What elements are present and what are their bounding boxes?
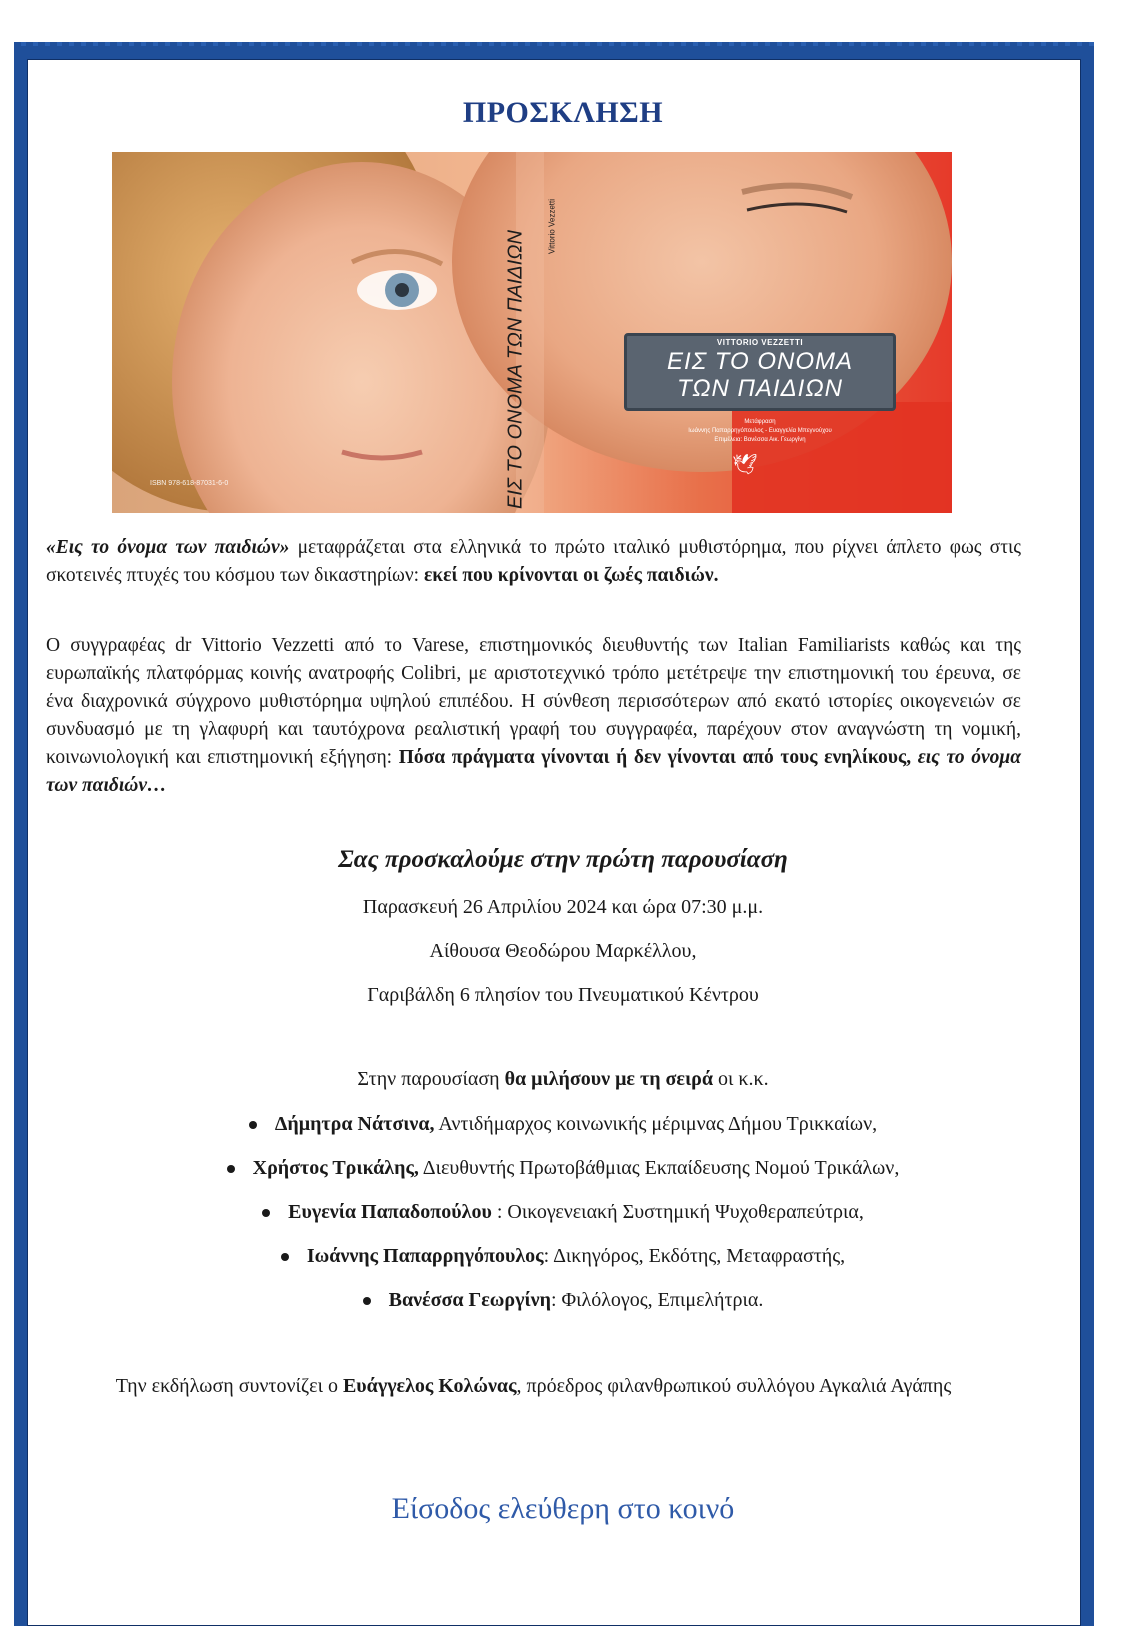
event-hall: Αίθουσα Θεοδώρου Μαρκέλλου, xyxy=(429,940,697,962)
book-cover-image xyxy=(112,152,952,513)
spine-title: ΕΙΣ ΤΟ ΟΝΟΜΑ ΤΩΝ ΠΑΙΔΙΩΝ xyxy=(504,230,527,509)
cover-author: VITTORIO VEZZETTI xyxy=(716,338,804,347)
speaker-item xyxy=(0,1201,1126,1224)
cover-title-label xyxy=(624,333,896,411)
bullet-icon xyxy=(363,1297,371,1305)
speaker-role: : Φιλόλογος, Επιμελήτρια. xyxy=(550,1289,764,1311)
coordinator-before: Την εκδήλωση συντονίζει ο xyxy=(115,1375,343,1397)
book-title-italic: «Εις το όνομα των παιδιών» xyxy=(46,537,290,558)
speakers-intro-before: Στην παρουσίαση xyxy=(357,1068,505,1090)
bullet-icon xyxy=(262,1209,270,1217)
cover-credit-3: Επιμέλεια: Βανέσσα Αικ. Γεωργίνη xyxy=(714,437,806,443)
speaker-name: Ιωάννης Παπαρρηγόπουλος xyxy=(306,1245,544,1267)
intro-paragraph xyxy=(46,534,1021,590)
author-text: Ο συγγραφέας dr Vittorio Vezzetti από το Varese, επιστημονικός διευθυντής των Italian Familiarists καθώς και της ευρωπαϊκής πλατφόρμας κοινής ανατροφής Colibri, με αριστοτεχνικό τρόπο μετέτρεψε την επιστημονική του έρευνα, σε ένα διαχρονικά σύγχρονο μυθιστόρημα υψηλού επιπέδου. Η σύνθεση περισσότερων από εκατό ιστορίες οικογενειών σε συνδυασμό με τη γλαφυρή και ταυτόχρονα ρεαλιστική γραφή του συγγραφέα, παρέχουν στον αναγνώστη τη νομική, κοινωνιολογική και επιστημονική εξήγηση: xyxy=(46,635,1021,768)
isbn-text: ISBN 978-618-87031-6-0 xyxy=(150,480,229,487)
free-entry-notice: Είσοδος ελεύθερη στο κοινό xyxy=(391,1492,735,1525)
speakers-intro xyxy=(0,1068,1126,1091)
invitation-line: Σας προσκαλούμε στην πρώτη παρουσίαση xyxy=(338,846,788,873)
spine-author: Vittorio Vezzetti xyxy=(547,199,557,254)
speakers-intro-bold: θα μιλήσουν με τη σειρά xyxy=(504,1068,714,1090)
intro-text: μεταφράζεται στα ελληνικά το πρώτο ιταλικό μυθιστόρημα, που ρίχνει άπλετο φως στις σκοτεινές πτυχές του κόσμου των δικαστηρίων: xyxy=(46,537,1021,586)
cover-credit-2: Ιωάννης Παπαρρηγόπουλος - Ευαγγελία Μπεγνούχου xyxy=(688,428,832,434)
page-title: ΠΡΟΣΚΛΗΣΗ xyxy=(462,96,664,129)
cover-title-line1: ΕΙΣ ΤΟ ΟΝΟΜΑ xyxy=(667,348,853,375)
speaker-role: : Δικηγόρος, Εκδότης, Μεταφραστής, xyxy=(543,1245,846,1267)
coordinator-name: Ευάγγελος Κολώνας xyxy=(342,1375,517,1397)
speaker-role: Αντιδήμαρχος κοινωνικής μέριμνας Δήμου Τρικκαίων, xyxy=(434,1113,878,1135)
speaker-name: Χρήστος Τρικάλης, xyxy=(252,1157,419,1179)
speaker-item xyxy=(0,1289,1126,1312)
coordinator-after: , πρόεδρος φιλανθρωπικού συλλόγου Αγκαλιά Αγάπης xyxy=(516,1375,952,1397)
speaker-role: : Οικογενειακή Συστημική Ψυχοθεραπεύτρια, xyxy=(491,1201,864,1223)
cover-credits xyxy=(624,418,896,445)
speaker-name: Δήμητρα Νάτσινα, xyxy=(274,1113,435,1135)
author-bold-end: Πόσα πράγματα γίνονται ή δεν γίνονται από τους ενηλίκους, xyxy=(398,747,918,768)
speaker-item xyxy=(0,1157,1126,1180)
speakers-intro-after: οι κ.κ. xyxy=(713,1068,769,1090)
speaker-role: Διευθυντής Πρωτοβάθμιας Εκπαίδευσης Νομού Τρικάλων, xyxy=(418,1157,900,1179)
publisher-dove-icon: 🕊 xyxy=(732,454,758,476)
bullet-icon xyxy=(227,1165,235,1173)
bullet-icon xyxy=(249,1121,257,1129)
cover-title-line2: ΤΩΝ ΠΑΙΔΙΩΝ xyxy=(677,375,843,402)
author-paragraph xyxy=(46,632,1021,800)
cover-credit-1: Μετάφραση xyxy=(744,419,776,425)
speaker-name: Βανέσσα Γεωργίνη xyxy=(388,1289,551,1311)
speaker-item xyxy=(0,1245,1126,1268)
event-date: Παρασκευή 26 Απριλίου 2024 και ώρα 07:30 μ.μ. xyxy=(362,896,764,918)
bullet-icon xyxy=(281,1253,289,1261)
speaker-name: Ευγενία Παπαδοπούλου xyxy=(288,1201,492,1223)
speaker-item xyxy=(0,1113,1126,1136)
author-bold-italic-end: εις το όνομα των παιδιών… xyxy=(46,747,1021,796)
intro-bold-end: εκεί που κρίνονται οι ζωές παιδιών. xyxy=(423,565,719,586)
coordinator-line xyxy=(46,1372,1021,1400)
event-address: Γαριβάλδη 6 πλησίον του Πνευματικού Κέντρου xyxy=(367,984,759,1006)
